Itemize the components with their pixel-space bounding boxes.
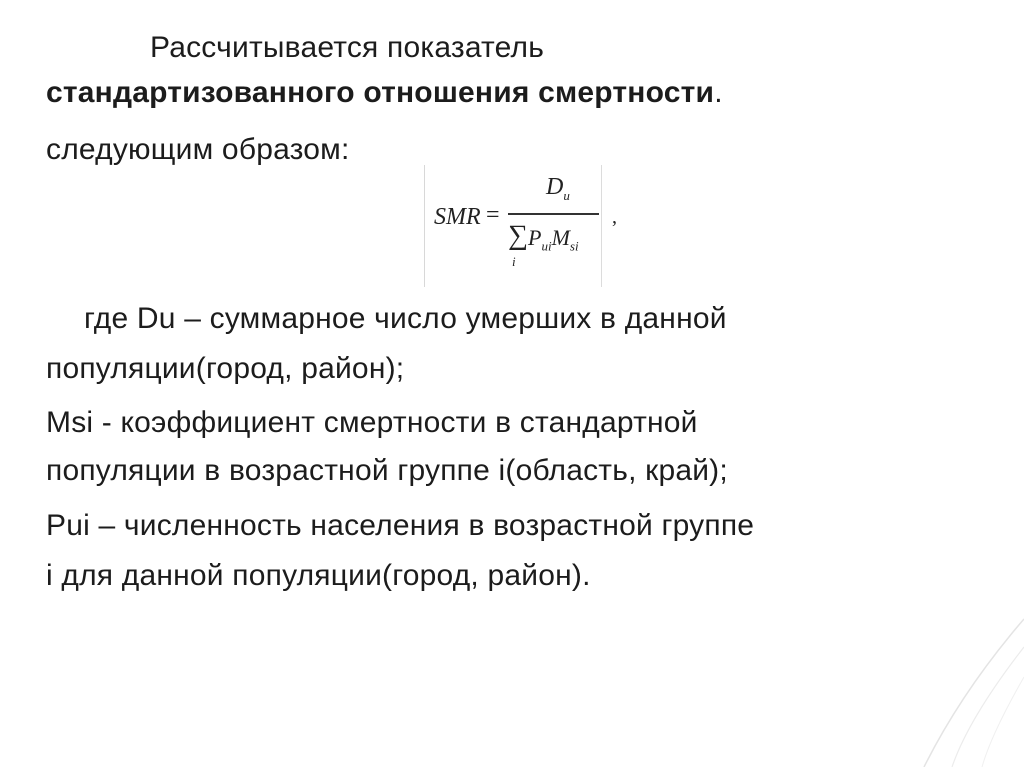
text-line-du: где Du – суммарное число умерших в данной xyxy=(84,302,727,335)
sum-index: i xyxy=(512,254,516,269)
term-bold: стандартизованного отношения смертности xyxy=(46,76,715,109)
text-line-term xyxy=(46,75,723,111)
formula-edge-left xyxy=(424,165,425,287)
smr-formula xyxy=(424,165,617,287)
formula-equals: = xyxy=(486,202,500,228)
formula-denominator xyxy=(528,225,579,259)
formula-lhs: SMR xyxy=(434,204,481,230)
numerator-main: D xyxy=(546,174,564,200)
page-curl-decoration xyxy=(904,617,1024,767)
numerator-sub: u xyxy=(563,187,570,203)
denominator-p-sub: ui xyxy=(541,238,552,254)
text-line-du-cont: популяции(город, район); xyxy=(46,352,405,385)
formula-numerator xyxy=(546,173,570,210)
term-period: . xyxy=(714,76,723,109)
text-line-intro: Рассчитывается показатель xyxy=(150,31,545,64)
formula-edge-right xyxy=(601,165,602,287)
fraction-bar xyxy=(508,213,599,215)
text-line-msi-cont: популяции в возрастной группе i(область, край); xyxy=(46,454,728,487)
text-line-pui-cont: i для данной популяции(город, район). xyxy=(46,559,591,592)
text-line-method: следующим образом: xyxy=(46,133,350,166)
sum-sign: ∑ xyxy=(508,220,528,251)
denominator-p: P xyxy=(528,225,542,250)
text-line-pui: Pui – численность населения в возрастной группе xyxy=(46,509,755,542)
denominator-m-sub: si xyxy=(569,238,579,254)
text-line-msi: Msi - коэффициент смертности в стандартной xyxy=(46,406,698,439)
formula-comma: , xyxy=(612,206,617,228)
denominator-m: M xyxy=(551,225,570,250)
